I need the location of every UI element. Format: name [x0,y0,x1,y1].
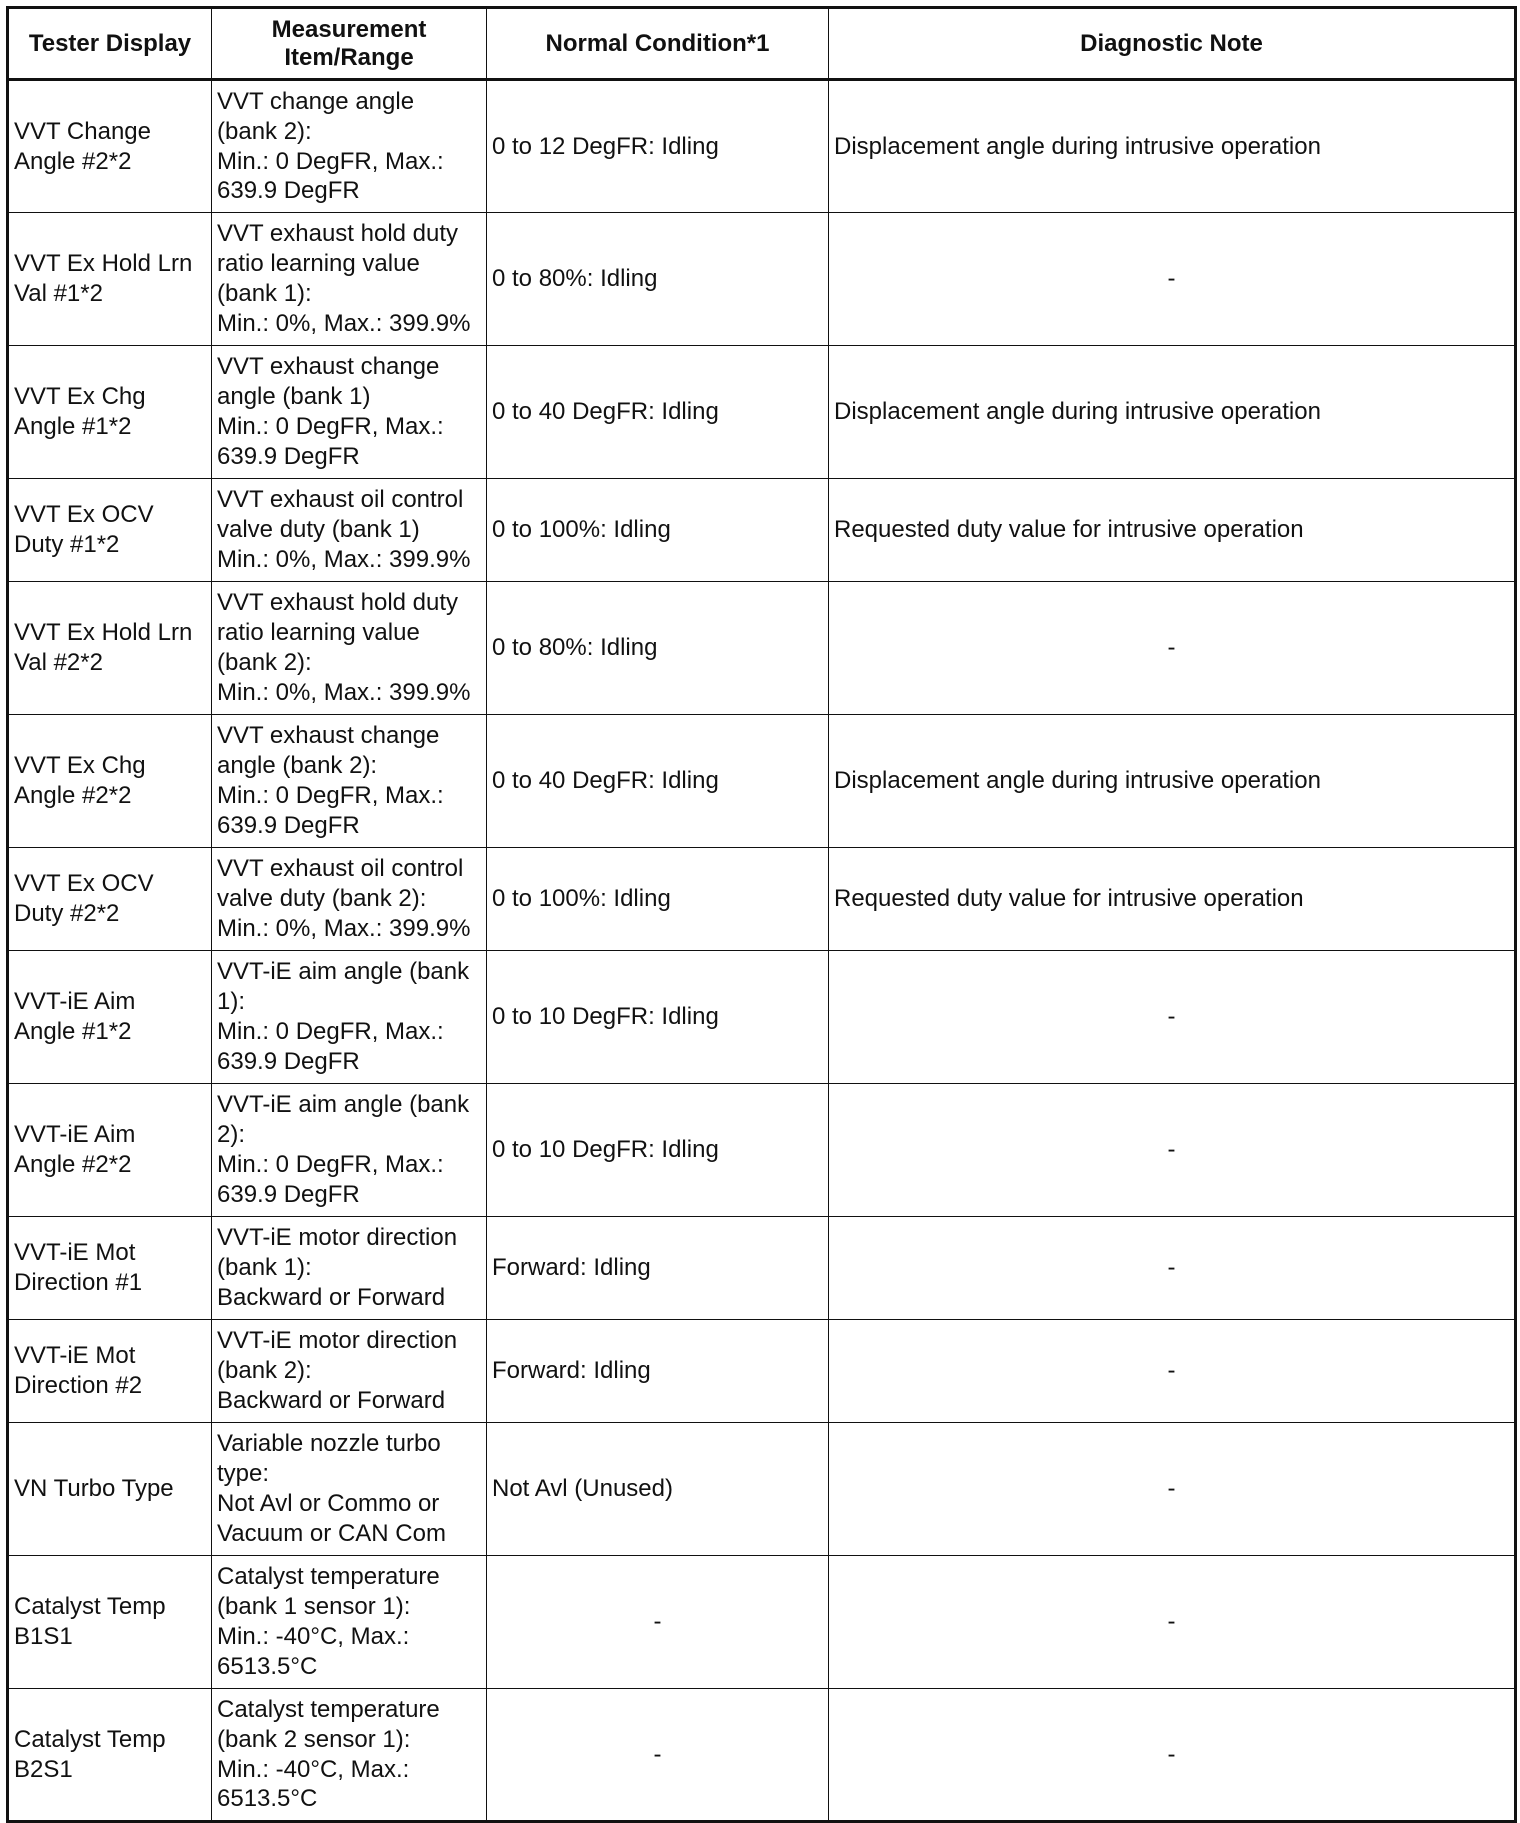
measurement-cell: VVT exhaust oil control valve duty (bank 2): Min.: 0%, Max.: 399.9% [212,848,487,951]
table-row [8,582,1516,715]
tester-display-cell: VVT-iE Aim Angle #2*2 [8,1084,212,1217]
diagnostic-note-cell: Requested duty value for intrusive operation [829,848,1516,951]
document-page [6,6,1514,1823]
tester-display-cell: Catalyst Temp B2S1 [8,1689,212,1822]
normal-condition-cell: 0 to 80%: Idling [487,582,829,715]
tester-display-cell: VN Turbo Type [8,1423,212,1556]
measurement-cell: Catalyst temperature (bank 1 sensor 1): Min.: -40°C, Max.: 6513.5°C [212,1556,487,1689]
header-normal-condition: Normal Condition*1 [487,8,829,80]
tester-display-cell: VVT Ex OCV Duty #2*2 [8,848,212,951]
table-row [8,1084,1516,1217]
normal-condition-cell: 0 to 10 DegFR: Idling [487,1084,829,1217]
tester-display-cell: Catalyst Temp B1S1 [8,1556,212,1689]
diagnostic-note-cell: - [829,582,1516,715]
measurement-cell: VVT-iE aim angle (bank 2): Min.: 0 DegFR, Max.: 639.9 DegFR [212,1084,487,1217]
header-row [8,8,1516,80]
measurement-cell: Variable nozzle turbo type: Not Avl or Commo or Vacuum or CAN Com [212,1423,487,1556]
normal-condition-cell: 0 to 80%: Idling [487,213,829,346]
measurement-cell: VVT exhaust change angle (bank 1) Min.: 0 DegFR, Max.: 639.9 DegFR [212,346,487,479]
normal-condition-cell: 0 to 12 DegFR: Idling [487,80,829,213]
diagnostic-note-cell: Displacement angle during intrusive operation [829,715,1516,848]
measurement-cell: VVT change angle (bank 2): Min.: 0 DegFR, Max.: 639.9 DegFR [212,80,487,213]
measurement-cell: VVT exhaust change angle (bank 2): Min.: 0 DegFR, Max.: 639.9 DegFR [212,715,487,848]
diagnostic-note-cell: - [829,1320,1516,1423]
table-row [8,1423,1516,1556]
tester-display-cell: VVT Ex Hold Lrn Val #2*2 [8,582,212,715]
normal-condition-cell: 0 to 40 DegFR: Idling [487,715,829,848]
table-row [8,1689,1516,1822]
normal-condition-cell: 0 to 10 DegFR: Idling [487,951,829,1084]
table-row [8,1320,1516,1423]
table-row [8,479,1516,582]
normal-condition-cell: 0 to 100%: Idling [487,479,829,582]
tester-display-cell: VVT-iE Mot Direction #2 [8,1320,212,1423]
measurement-cell: VVT exhaust hold duty ratio learning value (bank 1): Min.: 0%, Max.: 399.9% [212,213,487,346]
table-row [8,848,1516,951]
measurement-cell: Catalyst temperature (bank 2 sensor 1): Min.: -40°C, Max.: 6513.5°C [212,1689,487,1822]
table-row [8,80,1516,213]
tester-display-cell: VVT-iE Mot Direction #1 [8,1217,212,1320]
table-row [8,213,1516,346]
measurement-cell: VVT-iE aim angle (bank 1): Min.: 0 DegFR, Max.: 639.9 DegFR [212,951,487,1084]
tester-display-cell: VVT Ex Chg Angle #2*2 [8,715,212,848]
measurement-cell: VVT exhaust oil control valve duty (bank 1) Min.: 0%, Max.: 399.9% [212,479,487,582]
tester-display-cell: VVT Change Angle #2*2 [8,80,212,213]
tester-display-cell: VVT Ex Hold Lrn Val #1*2 [8,213,212,346]
normal-condition-cell: Not Avl (Unused) [487,1423,829,1556]
diagnostic-note-cell: - [829,1217,1516,1320]
table-row [8,951,1516,1084]
tester-display-cell: VVT Ex OCV Duty #1*2 [8,479,212,582]
diagnostic-note-cell: - [829,951,1516,1084]
diagnostic-note-cell: Requested duty value for intrusive operation [829,479,1516,582]
table-body [8,80,1516,1822]
header-diagnostic-note: Diagnostic Note [829,8,1516,80]
header-measurement-item: Measurement Item/Range [212,8,487,80]
measurement-cell: VVT-iE motor direction (bank 1): Backward or Forward [212,1217,487,1320]
diagnostic-note-cell: - [829,1084,1516,1217]
table-row [8,1217,1516,1320]
header-tester-display: Tester Display [8,8,212,80]
normal-condition-cell: - [487,1689,829,1822]
diagnostic-note-cell: Displacement angle during intrusive operation [829,346,1516,479]
normal-condition-cell: - [487,1556,829,1689]
diagnostic-note-cell: - [829,1423,1516,1556]
normal-condition-cell: Forward: Idling [487,1217,829,1320]
normal-condition-cell: Forward: Idling [487,1320,829,1423]
tester-display-cell: VVT Ex Chg Angle #1*2 [8,346,212,479]
diagnostic-note-cell: - [829,1556,1516,1689]
table-row [8,346,1516,479]
table-row [8,715,1516,848]
data-list-table [6,6,1517,1823]
diagnostic-note-cell: Displacement angle during intrusive operation [829,80,1516,213]
diagnostic-note-cell: - [829,1689,1516,1822]
table-row [8,1556,1516,1689]
normal-condition-cell: 0 to 100%: Idling [487,848,829,951]
measurement-cell: VVT exhaust hold duty ratio learning value (bank 2): Min.: 0%, Max.: 399.9% [212,582,487,715]
tester-display-cell: VVT-iE Aim Angle #1*2 [8,951,212,1084]
measurement-cell: VVT-iE motor direction (bank 2): Backward or Forward [212,1320,487,1423]
normal-condition-cell: 0 to 40 DegFR: Idling [487,346,829,479]
diagnostic-note-cell: - [829,213,1516,346]
